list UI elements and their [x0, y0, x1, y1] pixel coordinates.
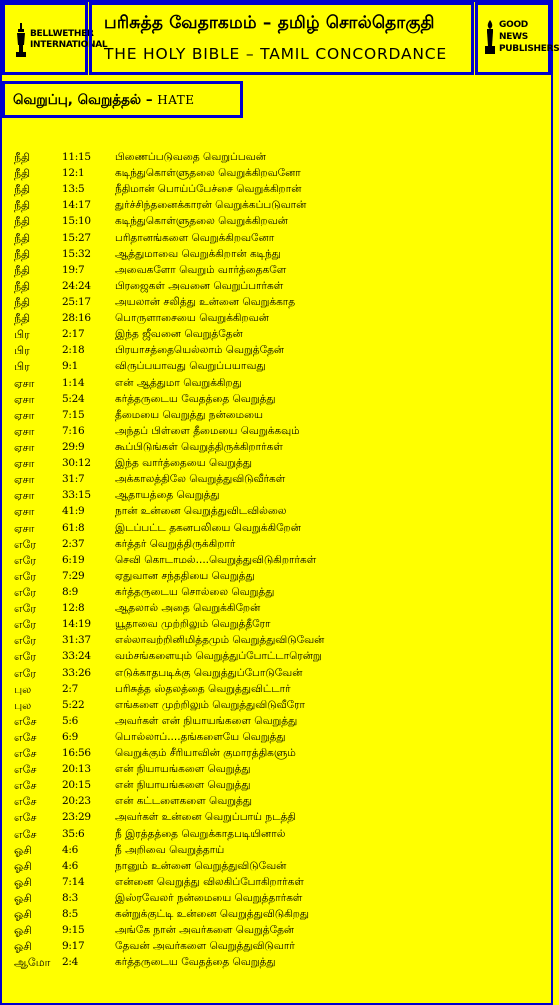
book-abbrev: எரே	[14, 537, 37, 551]
verse-text: செவி கொடாமல்....வெறுத்துவிடுகிறார்கள்	[115, 553, 317, 566]
verse-text: கடிந்துகொள்ளுதலை வெறுக்கிறவன்	[115, 215, 288, 228]
verse-ref: 30:12	[62, 457, 91, 470]
book-abbrev: எசே	[14, 779, 37, 793]
verse-ref: 16:56	[62, 747, 91, 760]
verse-text: அங்கே நான் அவர்களை வெறுத்தேன்	[115, 924, 295, 937]
verse-text: பொல்லாப்....தங்களையே வெறுத்து	[115, 730, 286, 743]
verse-ref: 2:7	[62, 682, 78, 695]
verse-text: தேவன் அவர்களை வெறுத்துவிடுவார்	[115, 940, 295, 953]
verse-text: என் நியாயங்களை வெறுத்து	[115, 779, 251, 792]
right-logo-line-1: GOOD NEWS	[499, 20, 528, 42]
verse-ref: 33:15	[62, 489, 91, 502]
verse-ref: 33:26	[62, 666, 91, 679]
book-abbrev: நீதி	[14, 199, 31, 213]
book-abbrev: நீதி	[14, 279, 31, 293]
verse-text: என் ஆத்துமா வெறுக்கிறது	[115, 376, 242, 389]
book-abbrev: பிர	[14, 328, 30, 342]
book-abbrev: ஓசி	[14, 892, 32, 906]
title-english: THE HOLY BIBLE – TAMIL CONCORDANCE	[104, 45, 448, 63]
verse-ref: 35:6	[62, 827, 85, 840]
verse-ref: 1:14	[62, 376, 85, 389]
book-abbrev: எரே	[14, 602, 37, 616]
book-abbrev: நீதி	[14, 183, 31, 197]
verse-ref: 14:19	[62, 618, 91, 631]
verse-text: அவர்கள் உன்னை வெறுப்பாய் நடத்தி	[115, 811, 296, 824]
book-abbrev: எரே	[14, 666, 37, 680]
book-abbrev: பிர	[14, 344, 30, 358]
book-abbrev: ஓசி	[14, 843, 32, 857]
book-abbrev: ஏசா	[14, 424, 35, 438]
book-abbrev: எரே	[14, 634, 37, 648]
book-abbrev: எரே	[14, 553, 37, 567]
verse-text: துர்ச்சிந்தனைக்காரன் வெறுக்கப்படுவான்	[115, 199, 307, 212]
verse-ref: 7:14	[62, 875, 85, 888]
book-abbrev: புல	[14, 698, 32, 712]
verse-text: நானும் உன்னை வெறுத்துவிடுவேன்	[115, 859, 287, 872]
verse-ref: 28:16	[62, 312, 91, 325]
verse-text: நான் உன்னை வெறுத்துவிடவில்லை	[115, 505, 287, 518]
book-abbrev: ஏசா	[14, 392, 35, 406]
verse-text: யூதாவை முற்றிலும் வெறுத்தீரோ	[115, 618, 271, 631]
book-abbrev: நீதி	[14, 312, 31, 326]
verse-text: ஆதலால் அதை வெறுக்கிறேன்	[115, 602, 261, 615]
book-abbrev: நீதி	[14, 263, 31, 277]
book-abbrev: ஓசி	[14, 859, 32, 873]
book-abbrev: ஏசா	[14, 457, 35, 471]
book-abbrev: எரே	[14, 569, 37, 583]
book-abbrev: நீதி	[14, 167, 31, 181]
verse-ref: 8:9	[62, 585, 78, 598]
verse-text: வெறுக்கும் சீரியாவின் குமாரத்திகளும்	[115, 747, 296, 760]
book-abbrev: ஏசா	[14, 408, 35, 422]
verse-text: என் கட்டளைகளை வெறுத்து	[115, 795, 252, 808]
book-abbrev: எசே	[14, 747, 37, 761]
book-abbrev: எரே	[14, 650, 37, 664]
verse-ref: 7:15	[62, 408, 85, 421]
verse-text: எங்களை முற்றிலும் வெறுத்துவிடுவீரோ	[115, 698, 305, 711]
verse-text: பிரயாசத்தையெல்லாம் வெறுத்தேன்	[115, 344, 285, 357]
book-abbrev: எசே	[14, 811, 37, 825]
verse-text: அவைகளோ வெறும் வார்த்தைகளே	[115, 263, 287, 276]
verse-text: பொருளாசையை வெறுக்கிறவன்	[115, 312, 269, 325]
book-abbrev: ஏசா	[14, 521, 35, 535]
verse-ref: 9:15	[62, 924, 85, 937]
verse-ref: 2:17	[62, 328, 85, 341]
verse-text: பிணைப்படுவதை வெறுப்பவன்	[115, 151, 266, 163]
book-abbrev: எசே	[14, 763, 37, 777]
verse-ref: 6:9	[62, 730, 78, 743]
header	[0, 0, 559, 80]
verse-ref: 9:17	[62, 940, 85, 953]
verse-ref: 14:17	[62, 199, 91, 212]
verse-text: கடிந்துகொள்ளுதலை வெறுக்கிறவனோ	[115, 167, 301, 180]
book-abbrev: ஓசி	[14, 908, 32, 922]
verse-ref: 20:15	[62, 779, 91, 792]
verse-ref: 20:23	[62, 795, 91, 808]
book-abbrev: நீதி	[14, 151, 31, 164]
verse-ref: 2:4	[62, 956, 78, 969]
verse-text: கன்றுக்குட்டி உன்னை வெறுத்துவிடுகிறது	[115, 908, 309, 921]
verse-ref: 12:1	[62, 167, 85, 180]
verse-ref: 24:24	[62, 279, 91, 292]
verse-ref: 4:6	[62, 859, 78, 872]
title-box	[89, 2, 474, 75]
book-abbrev: நீதி	[14, 295, 31, 309]
verse-ref: 8:5	[62, 908, 78, 921]
book-abbrev: ஏசா	[14, 505, 35, 519]
verse-text: பரிசுத்த ஸ்தலத்தை வெறுத்துவிட்டார்	[115, 682, 291, 695]
topic-tamil: வெறுப்பு, வெறுத்தல்	[13, 92, 142, 108]
verse-text: ஆத்துமாவை வெறுக்கிறான் கடிந்து	[115, 247, 281, 260]
verse-ref: 29:9	[62, 440, 85, 453]
verse-ref: 31:7	[62, 473, 85, 486]
verse-text: பிரஜைகள் அவனை வெறுப்பார்கள்	[115, 279, 284, 292]
verse-ref: 15:27	[62, 231, 91, 244]
book-abbrev: எசே	[14, 795, 37, 809]
book-abbrev: ஓசி	[14, 875, 32, 889]
book-abbrev: எசே	[14, 730, 37, 744]
lamp-icon	[15, 23, 27, 57]
verse-text: அக்காலத்திலே வெறுத்துவிடுவீர்கள்	[115, 473, 286, 486]
verse-text: இடப்பட்ட தகனபலியை வெறுக்கிறேன்	[115, 521, 301, 534]
verse-ref: 61:8	[62, 521, 85, 534]
book-abbrev: ஏசா	[14, 489, 35, 503]
torch-icon	[484, 20, 496, 54]
verse-ref: 23:29	[62, 811, 91, 824]
verse-text: என்னை வெறுத்து விலகிப்போகிறார்கள்	[115, 875, 304, 888]
book-abbrev: நீதி	[14, 247, 31, 261]
book-abbrev: பிர	[14, 360, 30, 374]
verse-ref: 5:24	[62, 392, 85, 405]
verse-ref: 9:1	[62, 360, 78, 373]
book-abbrev: புல	[14, 682, 32, 696]
book-abbrev: எரே	[14, 585, 37, 599]
verse-ref: 11:15	[62, 151, 91, 163]
verse-text: அயலான் சலித்து உன்னை வெறுக்காத	[115, 295, 296, 308]
verse-text: அந்தப் பிள்ளை தீமையை வெறுக்கவும்	[115, 424, 300, 437]
verse-text: இஸ்ரவேலர் நன்மையை வெறுத்தார்கள்	[115, 892, 303, 905]
verse-ref: 6:19	[62, 553, 85, 566]
verse-text: ஆதாயத்தை வெறுத்து	[115, 489, 220, 502]
verse-ref: 2:37	[62, 537, 85, 550]
book-abbrev: நீதி	[14, 231, 31, 245]
right-logo-line-2: PUBLISHERS	[499, 44, 559, 54]
book-abbrev: ஏசா	[14, 376, 35, 390]
verse-text: என் நியாயங்களை வெறுத்து	[115, 763, 251, 776]
verse-text: தீமையை வெறுத்து நன்மையை	[115, 408, 264, 421]
verse-ref: 7:16	[62, 424, 85, 437]
topic-heading	[2, 81, 243, 118]
verse-ref: 15:10	[62, 215, 91, 228]
verse-text: வம்சங்களையும் வெறுத்துப்போட்டாரென்று	[115, 650, 322, 663]
verse-ref: 2:18	[62, 344, 85, 357]
book-abbrev: எசே	[14, 827, 37, 841]
verse-text: கர்த்தர் வெறுத்திருக்கிறார்	[115, 537, 236, 550]
good-news-logo	[484, 19, 559, 55]
left-logo-box	[2, 2, 108, 75]
verse-ref: 33:24	[62, 650, 91, 663]
verse-text: கர்த்தருடைய வேதத்தை வெறுத்து	[115, 392, 276, 405]
verse-ref: 31:37	[62, 634, 91, 647]
verse-text: அவர்கள் என் நியாயங்களை வெறுத்து	[115, 714, 298, 727]
verse-text: நீதிமான் பொய்ப்பேச்சை வெறுக்கிறான்	[115, 183, 302, 196]
verse-text: நீ அறிவை வெறுத்தாய்	[115, 843, 225, 856]
verse-ref: 5:22	[62, 698, 85, 711]
title-tamil: பரிசுத்த வேதாகமம் – தமிழ் சொல்தொகுதி	[104, 13, 435, 33]
verse-text: நீ இரத்தத்தை வெறுக்காதபடியினால்	[115, 827, 286, 840]
verse-ref: 20:13	[62, 763, 91, 776]
verse-ref: 5:6	[62, 714, 78, 727]
verse-text: கர்த்தருடைய சொல்லை வெறுத்து	[115, 585, 275, 598]
verse-text: எல்லாவற்றினிமித்தமும் வெறுத்துவிடுவேன்	[115, 634, 325, 647]
verse-text: இந்த ஜீவனை வெறுத்தேன்	[115, 328, 243, 341]
verse-ref: 25:17	[62, 295, 91, 308]
verse-ref: 7:29	[62, 569, 85, 582]
topic-separator: –	[141, 92, 158, 108]
verse-ref: 19:7	[62, 263, 85, 276]
verse-text: ஏதுவான சந்ததியை வெறுத்து	[115, 569, 255, 582]
verse-text: பரிதானங்களை வெறுக்கிறவனோ	[115, 231, 275, 244]
book-abbrev: ஏசா	[14, 473, 35, 487]
verse-ref: 8:3	[62, 892, 78, 905]
verse-ref: 41:9	[62, 505, 85, 518]
verse-text: இந்த வார்த்தையை வெறுத்து	[115, 457, 252, 470]
book-abbrev: ஏசா	[14, 440, 35, 454]
verse-ref: 12:8	[62, 602, 85, 615]
verse-ref: 13:5	[62, 183, 85, 196]
verse-text: விருப்பயாவது வெறுப்பயாவது	[115, 360, 266, 373]
right-logo-box	[475, 2, 559, 75]
verse-text: கர்த்தருடைய வேதத்தை வெறுத்து	[115, 956, 276, 969]
book-abbrev: எசே	[14, 714, 37, 728]
book-abbrev: ஓசி	[14, 940, 32, 954]
left-logo-line-1: BELLWETHER	[30, 29, 94, 39]
verse-text: எடுக்காதபடிக்கு வெறுத்துப்போடுவேன்	[115, 666, 303, 679]
book-abbrev: ஆமோ	[14, 956, 51, 970]
book-abbrev: ஓசி	[14, 924, 32, 938]
verse-text: கூப்பிடுங்கள் வெறுத்திருக்கிறார்கள்	[115, 440, 283, 453]
verse-ref: 15:32	[62, 247, 91, 260]
book-abbrev: நீதி	[14, 215, 31, 229]
verse-ref: 4:6	[62, 843, 78, 856]
topic-english: HATE	[157, 93, 195, 107]
left-logo-line-2: INTERNATIONAL	[30, 40, 108, 50]
book-abbrev: எரே	[14, 618, 37, 632]
